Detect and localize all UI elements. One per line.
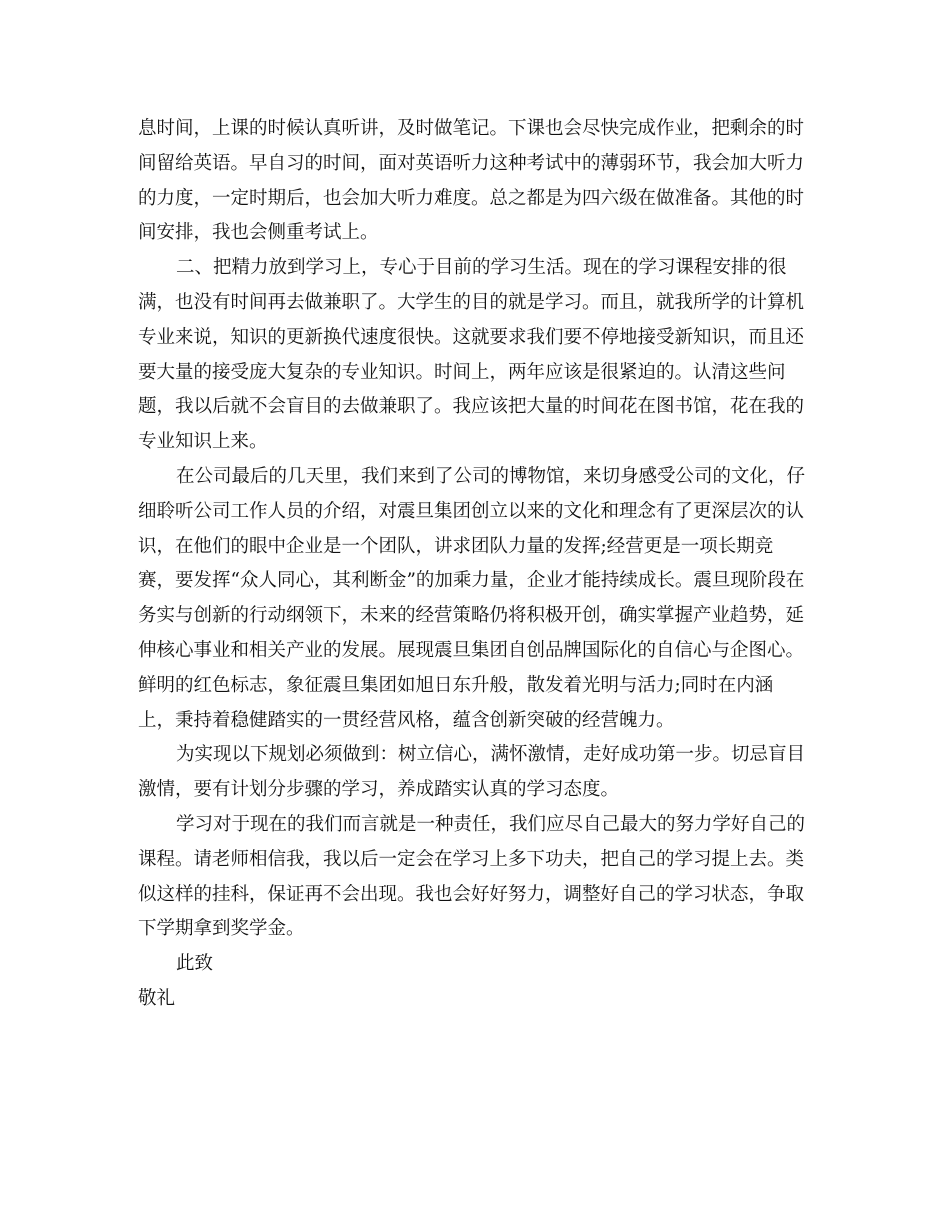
text-line: 专业知识上来。 [138, 431, 268, 453]
text-line: 为实现以下规划必须做到：树立信心，满怀激情，走好成功第一步。切忌盲目 [176, 744, 806, 766]
text-line: 识，在他们的眼中企业是一个团队，讲求团队力量的发挥;经营更是一项长期竞 [138, 535, 774, 557]
text-line: 似这样的挂科，保证再不会出现。我也会好好努力，调整好自己的学习状态，争取 [138, 883, 805, 905]
text-line: 细聆听公司工作人员的介绍，对震旦集团创立以来的文化和理念有了更深层次的认 [138, 500, 805, 522]
text-line: 下学期拿到奖学金。 [138, 918, 305, 940]
text-line: 的力度，一定时期后，也会加大听力难度。总之都是为四六级在做准备。其他的时 [138, 187, 805, 209]
text-line: 息时间，上课的时候认真听讲，及时做笔记。下课也会尽快完成作业，把剩余的时 [138, 118, 805, 139]
text-line: 伸核心事业和相关产业的发展。展现震旦集团自创品牌国际化的自信心与企图心。 [138, 639, 805, 661]
text-line: 学习对于现在的我们而言就是一种责任，我们应尽自己最大的努力学好自己的 [176, 813, 806, 835]
text-line: 二、把精力放到学习上，专心于目前的学习生活。现在的学习课程安排的很 [176, 257, 787, 279]
text-line: 间安排，我也会侧重考试上。 [138, 222, 379, 244]
text-line: 鲜明的红色标志，象征震旦集团如旭日东升般，散发着光明与活力;同时在内涵 [138, 674, 774, 696]
text-line: 课程。请老师相信我，我以后一定会在学习上多下功夫，把自己的学习提上去。类 [138, 848, 805, 870]
text-line: 满，也没有时间再去做兼职了。大学生的目的就是学习。而且，就我所学的计算机 [138, 291, 805, 313]
text-line: 务实与创新的行动纲领下，未来的经营策略仍将积极开创，确实掌握产业趋势，延 [138, 605, 805, 627]
text-line: 激情，要有计划分步骤的学习，养成踏实认真的学习态度。 [138, 779, 620, 801]
text-line: 敬礼 [138, 987, 176, 1009]
text-line: 要大量的接受庞大复杂的专业知识。时间上，两年应该是很紧迫的。认清这些问 [138, 361, 786, 383]
text-line: 在公司最后的几天里，我们来到了公司的博物馆，来切身感受公司的文化，仔 [176, 465, 806, 487]
text-line: 此致 [176, 953, 214, 975]
text-line: 专业来说，知识的更新换代速度很快。这就要求我们要不停地接受新知识，而且还 [138, 326, 805, 348]
text-line: 上，秉持着稳健踏实的一贯经营风格，蕴含创新突破的经营魄力。 [138, 709, 675, 731]
text-line: 题，我以后就不会盲目的去做兼职了。我应该把大量的时间花在图书馆，花在我的 [138, 396, 805, 418]
text-line: 间留给英语。早自习的时间，面对英语听力这种考试中的薄弱环节，我会加大听力 [138, 152, 805, 174]
document-body [138, 112, 812, 1017]
text-line: 赛，要发挥“众人同心，其利断金”的加乘力量，企业才能持续成长。震旦现阶段在 [138, 570, 805, 592]
